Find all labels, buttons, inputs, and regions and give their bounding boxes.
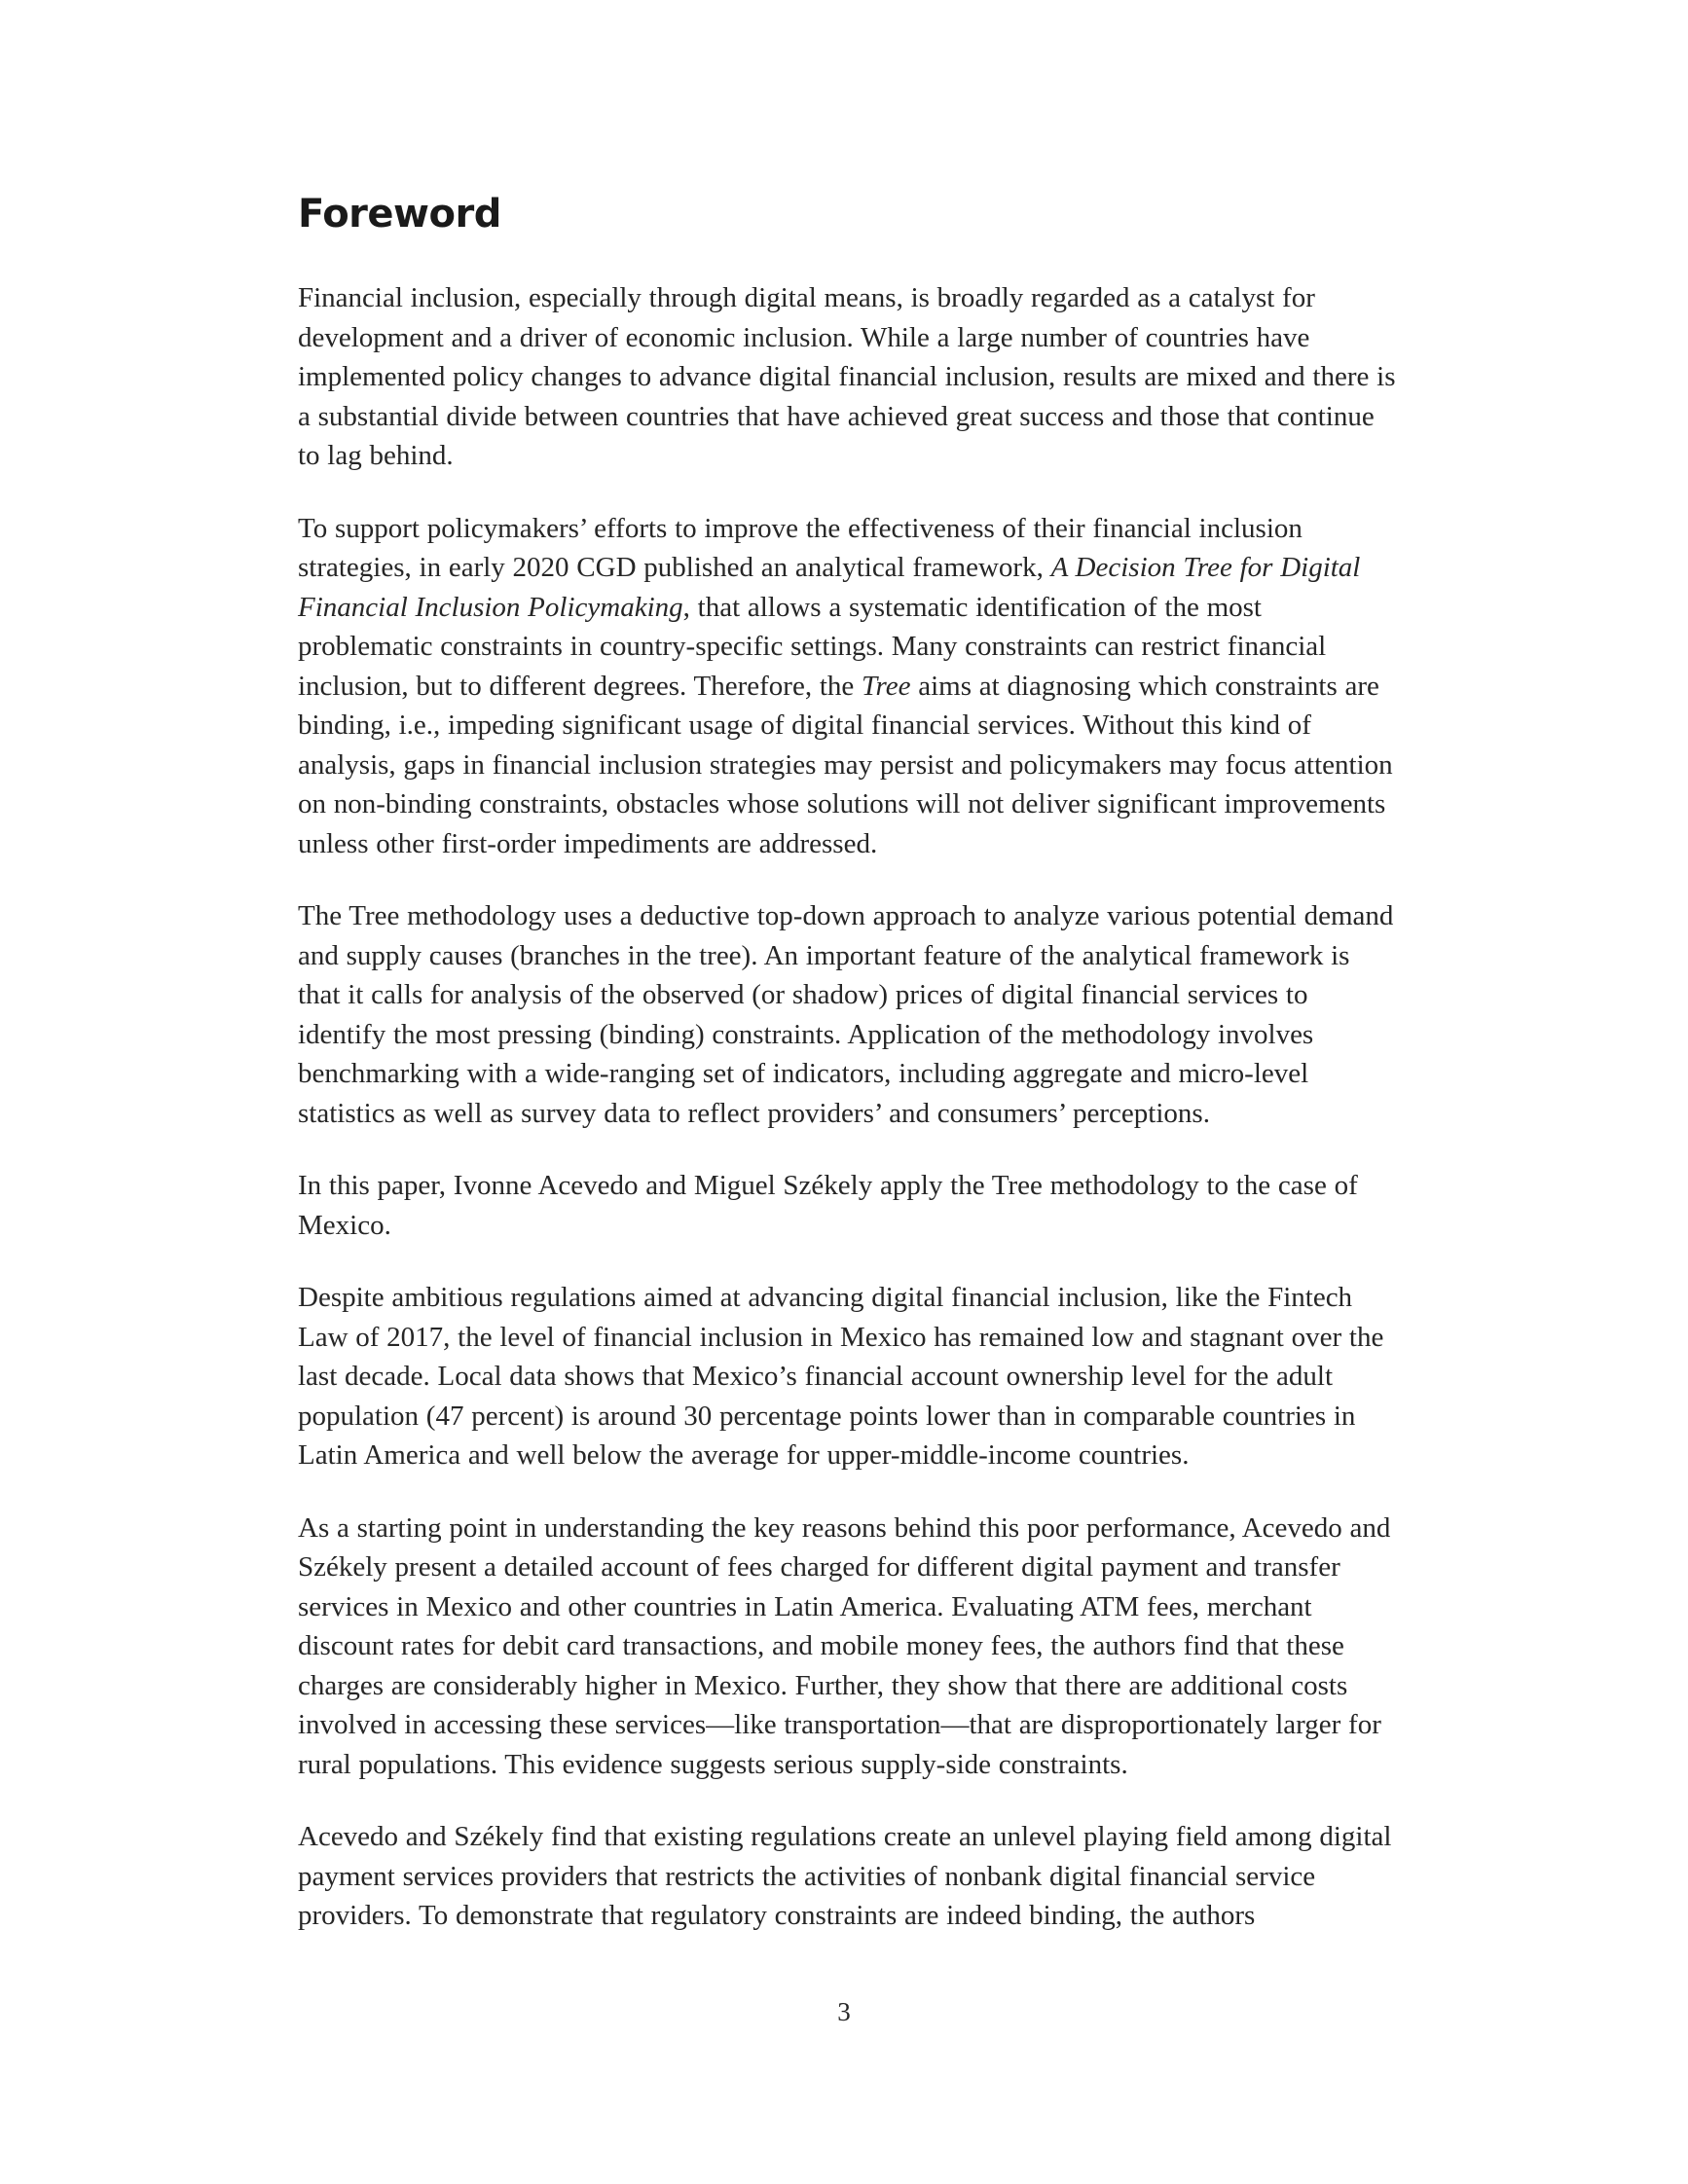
paragraph-4: In this paper, Ivonne Acevedo and Miguel Székely apply the Tree methodology to the case of Mexico. xyxy=(298,1170,1358,1241)
page-number: 3 xyxy=(837,1997,851,2026)
paragraph-2-text-a: To support policymakers’ efforts to improve the effectiveness of their financial inclusion strategies, in early 2020 CGD published an analytical framework, xyxy=(298,512,1303,583)
paragraph-3: The Tree methodology uses a deductive top-down approach to analyze various potential demand and supply causes (branches in the tree). An important feature of the analytical framework is that it calls for analysis of the observed (or shadow) prices of digital financial services to identify the most pressing (binding) constraints. Application of the methodology involves benchmarking with a wide-ranging set of indicators, including aggregate and micro-level statistics as well as survey data to reflect providers’ and consumers’ perceptions. xyxy=(298,900,1394,1129)
paragraph-2 xyxy=(298,509,1398,864)
paragraph-1: Financial inclusion, especially through digital means, is broadly regarded as a catalyst for development and a driver of economic inclusion. While a large number of countries have implemented policy changes to advance digital financial inclusion, results are mixed and there is a substantial divide between countries that have achieved great success and those that continue to lag behind. xyxy=(298,282,1396,471)
page-title: Foreword xyxy=(298,192,501,237)
paragraph-6: As a starting point in understanding the key reasons behind this poor performance, Acevedo and Székely present a detailed account of fees charged for different digital payment and transfer services in Mexico and other countries in Latin America. Evaluating ATM fees, merchant discount rates for debit card transactions, and mobile money fees, the authors find that these charges are considerably higher in Mexico. Further, they show that there are additional costs involved in accessing these services—like transportation—that are disproportionately larger for rural populations. This evidence suggests serious supply-side constraints. xyxy=(298,1511,1391,1780)
paragraph-2-text-b: , that allows a systematic identification of the most problematic constraints in country-specific settings. Many constraints can restrict financial inclusion, but to different degrees. Therefore, the xyxy=(298,591,1327,702)
tree-emphasis: Tree xyxy=(862,670,911,702)
paragraph-5: Despite ambitious regulations aimed at advancing digital financial inclusion, like the Fintech Law of 2017, the level of financial inclusion in Mexico has remained low and stagnant over the last decade. Local data shows that Mexico’s financial account ownership level for the adult population (47 percent) is around 30 percentage points lower than in comparable countries in Latin America and well below the average for upper-middle-income countries. xyxy=(298,1282,1384,1471)
paragraph-2-text-c: aims at diagnosing which constraints are binding, i.e., impeding significant usage of digital financial services. Without this kind of analysis, gaps in financial inclusion strategies may persist and policymakers may focus attention on non-binding constraints, obstacles whose solutions will not deliver significant improvements unless other first-order impediments are addressed. xyxy=(298,670,1393,859)
publication-title-link-text: A Decision Tree for Digital Financial Inclusion Policymaking xyxy=(298,552,1361,623)
page-content xyxy=(298,193,1398,1969)
paragraph-7: Acevedo and Székely find that existing regulations create an unlevel playing field among digital payment services providers that restricts the activities of nonbank digital financial service providers. To demonstrate that regulatory constraints are indeed binding, the authors xyxy=(298,1821,1392,1931)
